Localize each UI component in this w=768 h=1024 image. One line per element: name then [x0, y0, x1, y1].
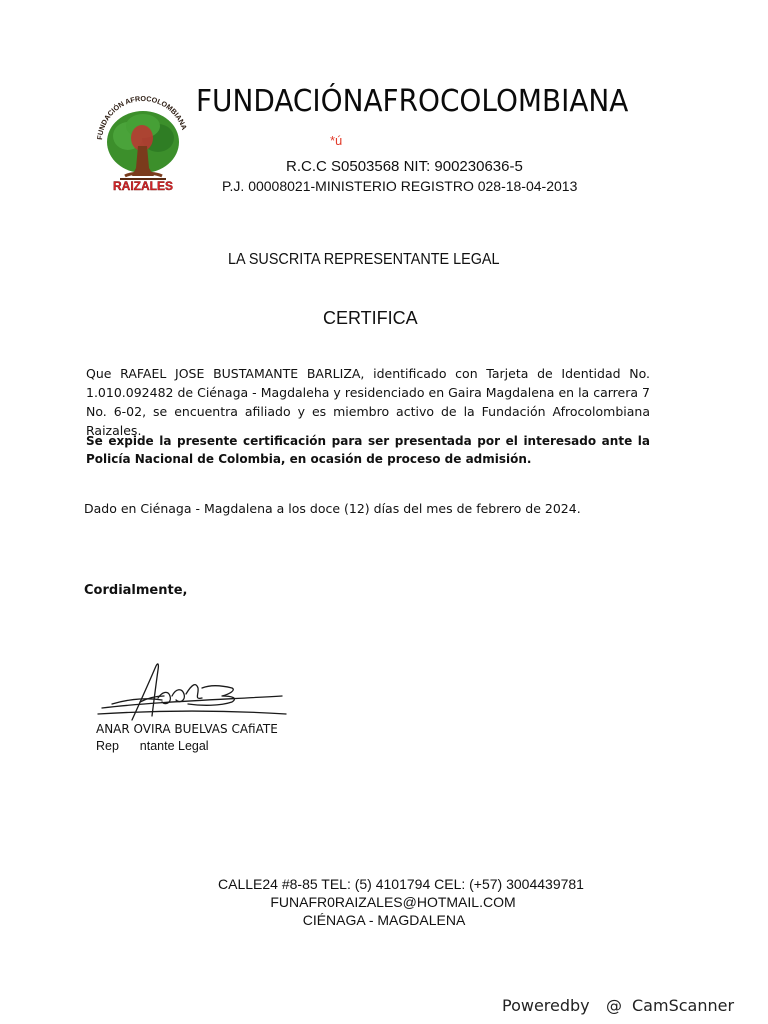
decorative-mark: *ú: [330, 133, 343, 148]
certifica-heading: CERTIFICA: [323, 308, 418, 328]
footer-city: CIÉNAGA - MAGDALENA: [302, 912, 466, 928]
footer-email: FUNAFR0RAIZALES@HOTMAIL.COM: [270, 894, 516, 910]
logo-arc-text: FUNDACIÓN AFROCOLOMBIANA: [95, 93, 190, 141]
tree-icon: [107, 111, 179, 179]
watermark-by: by: [570, 996, 590, 1015]
legal-representative-heading: LA SUSCRITA REPRESENTANTE LEGAL: [228, 251, 500, 268]
foundation-logo: [92, 86, 194, 198]
logo-bottom-text: RAIZALES: [113, 179, 173, 193]
date-paragraph: Dado en Ciénaga - Magdalena a los doce (12) días del mes de febrero de 2024.: [84, 501, 581, 516]
camscanner-watermark: [500, 994, 740, 1022]
closing-salutation: Cordialmente,: [84, 583, 188, 598]
registration-line-1: R.C.C S0503568 NIT: 900230636-5: [286, 158, 523, 175]
watermark-powered: Powered: [502, 996, 571, 1015]
org-name: FUNDACIÓNAFROCOLOMBIANA: [196, 84, 629, 119]
purpose-paragraph: Se expide la presente certificación para ser presentada por el interesado ante la Policía Nacional de Colombia, en ocasión de proceso de admisión.: [86, 434, 650, 466]
watermark-brand: CamScanner: [632, 996, 735, 1015]
signer-role: Rep ntante Legal: [96, 739, 209, 753]
at-icon: @: [606, 996, 622, 1015]
signer-name: ANAR OVIRA BUELVAS CAfiATE: [96, 722, 278, 736]
certification-paragraph: Que RAFAEL JOSE BUSTAMANTE BARLIZA, identificado con Tarjeta de Identidad No. 1.010.092482 de Ciénaga - Magdaleha y residenciado en Gaira Magdalena en la carrera 7 No. 6-02, se encuentra afiliado y es miembro activo de la Fundación Afrocolombiana Raizales.: [86, 366, 650, 438]
handwritten-signature: [92, 658, 292, 732]
footer-address: CALLE24 #8-85 TEL: (5) 4101794 CEL: (+57) 3004439781: [218, 876, 584, 892]
registration-line-2: P.J. 00008021-MINISTERIO REGISTRO 028-18-04-2013: [222, 178, 578, 194]
